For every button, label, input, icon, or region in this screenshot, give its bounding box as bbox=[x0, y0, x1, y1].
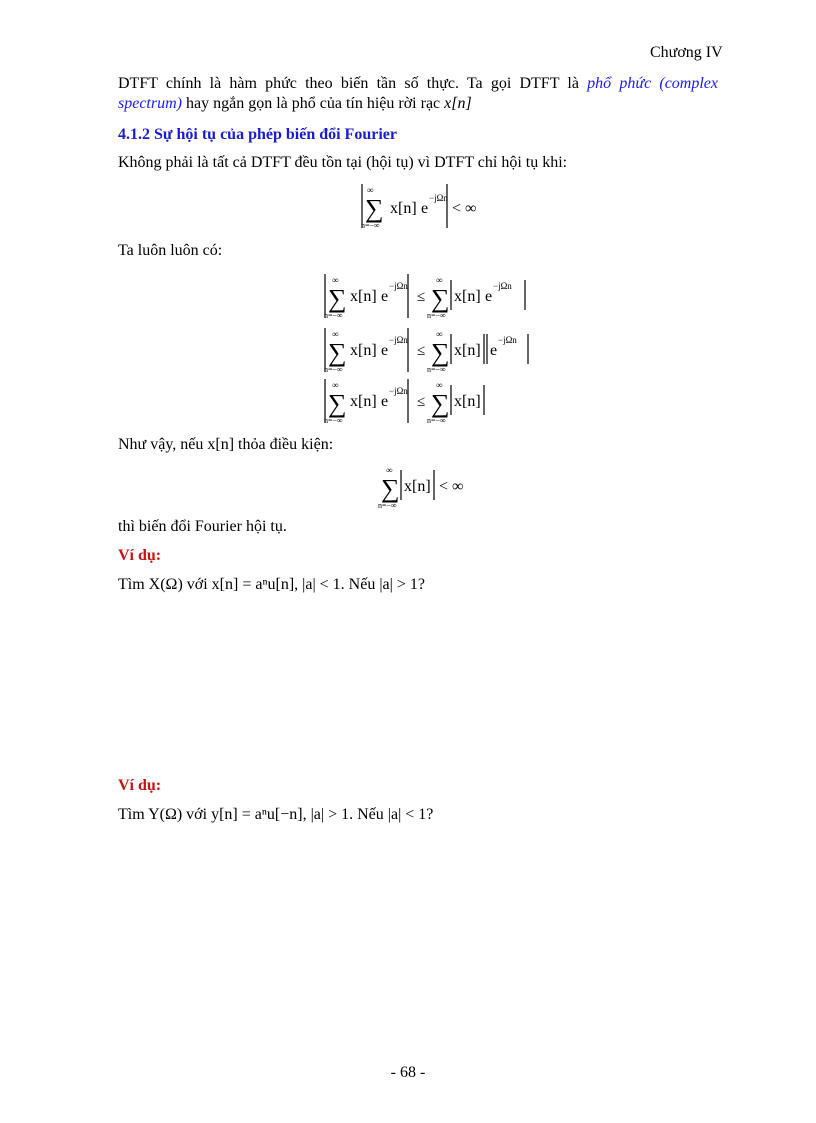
sum-symbol: ∑ bbox=[431, 389, 450, 418]
sum-upper-limit: ∞ bbox=[436, 275, 443, 285]
term-xn: x[n] bbox=[350, 342, 377, 359]
term-exponent: −jΩn bbox=[429, 193, 448, 203]
sum-symbol: ∑ bbox=[328, 284, 347, 313]
less-equal: ≤ bbox=[417, 343, 426, 359]
term-exponent: −jΩn bbox=[389, 386, 408, 396]
signal-symbol: x[n] bbox=[444, 95, 472, 112]
sum-lower-limit: n=−∞ bbox=[378, 501, 397, 510]
sum-upper-limit: ∞ bbox=[436, 329, 443, 339]
example1-text: Tìm X(Ω) với x[n] = aⁿu[n], |a| < 1. Nếu |a| > 1? bbox=[118, 576, 425, 593]
inequality-1 bbox=[318, 270, 533, 322]
term-xn: x[n] bbox=[350, 288, 377, 305]
example1-label: Ví dụ: bbox=[118, 547, 162, 564]
term-xn: x[n] bbox=[350, 393, 377, 410]
less-equal: ≤ bbox=[417, 289, 426, 305]
condition-text: Như vậy, nếu x[n] thỏa điều kiện: bbox=[118, 436, 334, 453]
term-exponent: −jΩn bbox=[389, 335, 408, 345]
term-exponent: −jΩn bbox=[493, 281, 512, 291]
intro-line2: hay ngắn gọn là phổ của tín hiệu rời rạc bbox=[185, 95, 441, 112]
sum-lower-limit: n=−∞ bbox=[324, 311, 343, 320]
term-e: e bbox=[381, 393, 389, 410]
sum-upper-limit: ∞ bbox=[332, 275, 339, 285]
term-e: e bbox=[485, 288, 493, 305]
inequality-2 bbox=[318, 324, 533, 376]
sum-upper-limit: ∞ bbox=[386, 465, 393, 475]
page-number: - 68 - bbox=[390, 1064, 426, 1081]
always-text: Ta luôn luôn có: bbox=[118, 242, 223, 259]
term-e: e bbox=[381, 288, 389, 305]
intro-line1: DTFT chính là hàm phức theo biến tần số thực. Ta gọi DTFT là bbox=[118, 75, 579, 92]
sum-symbol: ∑ bbox=[431, 338, 450, 367]
sum-symbol: ∑ bbox=[381, 474, 400, 503]
sum-upper-limit: ∞ bbox=[332, 380, 339, 390]
term-exponent: −jΩn bbox=[389, 281, 408, 291]
convergence-text: Không phải là tất cả DTFT đều tồn tại (hội tụ) vì DTFT chỉ hội tụ khi: bbox=[118, 154, 568, 171]
example2-label: Ví dụ: bbox=[118, 777, 162, 794]
section-heading: 4.1.2 Sự hội tụ của phép biến đổi Fourier bbox=[118, 126, 397, 143]
term-e: e bbox=[490, 342, 498, 359]
sum-lower-limit: n=−∞ bbox=[324, 416, 343, 425]
term-complex-spectrum: phổ phức (complex bbox=[587, 75, 718, 92]
term-xn: x[n] bbox=[454, 342, 481, 359]
sum-symbol: ∑ bbox=[328, 389, 347, 418]
chapter-header: Chương IV bbox=[650, 44, 723, 61]
inequality-3 bbox=[318, 375, 533, 427]
term-exponent: −jΩn bbox=[498, 335, 517, 345]
intro-paragraph bbox=[118, 74, 718, 114]
sum-symbol: ∑ bbox=[328, 338, 347, 367]
term-spectrum: spectrum) bbox=[118, 95, 182, 112]
sum-lower-limit: n=−∞ bbox=[427, 416, 446, 425]
conclusion-text: thì biến đổi Fourier hội tụ. bbox=[118, 518, 287, 535]
example2-text: Tìm Y(Ω) với y[n] = aⁿu[−n], |a| > 1. Nếu |a| < 1? bbox=[118, 806, 434, 823]
less-than-infinity: < ∞ bbox=[439, 478, 464, 495]
term-e: e bbox=[421, 200, 429, 217]
less-than-infinity: < ∞ bbox=[452, 200, 477, 217]
sum-upper-limit: ∞ bbox=[332, 329, 339, 339]
term-xn: x[n] bbox=[390, 200, 417, 217]
equation-convergence bbox=[355, 180, 495, 232]
less-equal: ≤ bbox=[417, 394, 426, 410]
term-xn: x[n] bbox=[404, 478, 431, 495]
sum-upper-limit: ∞ bbox=[436, 380, 443, 390]
term-e: e bbox=[381, 342, 389, 359]
sum-lower-limit: n=−∞ bbox=[427, 365, 446, 374]
sum-symbol: ∑ bbox=[431, 284, 450, 313]
equation-summability bbox=[376, 460, 476, 512]
sum-lower-limit: n=−∞ bbox=[324, 365, 343, 374]
sum-lower-limit: n=−∞ bbox=[361, 221, 380, 230]
sum-upper-limit: ∞ bbox=[367, 185, 374, 195]
term-xn: x[n] bbox=[454, 288, 481, 305]
sum-symbol: ∑ bbox=[365, 194, 384, 223]
term-xn: x[n] bbox=[454, 393, 481, 410]
sum-lower-limit: n=−∞ bbox=[427, 311, 446, 320]
